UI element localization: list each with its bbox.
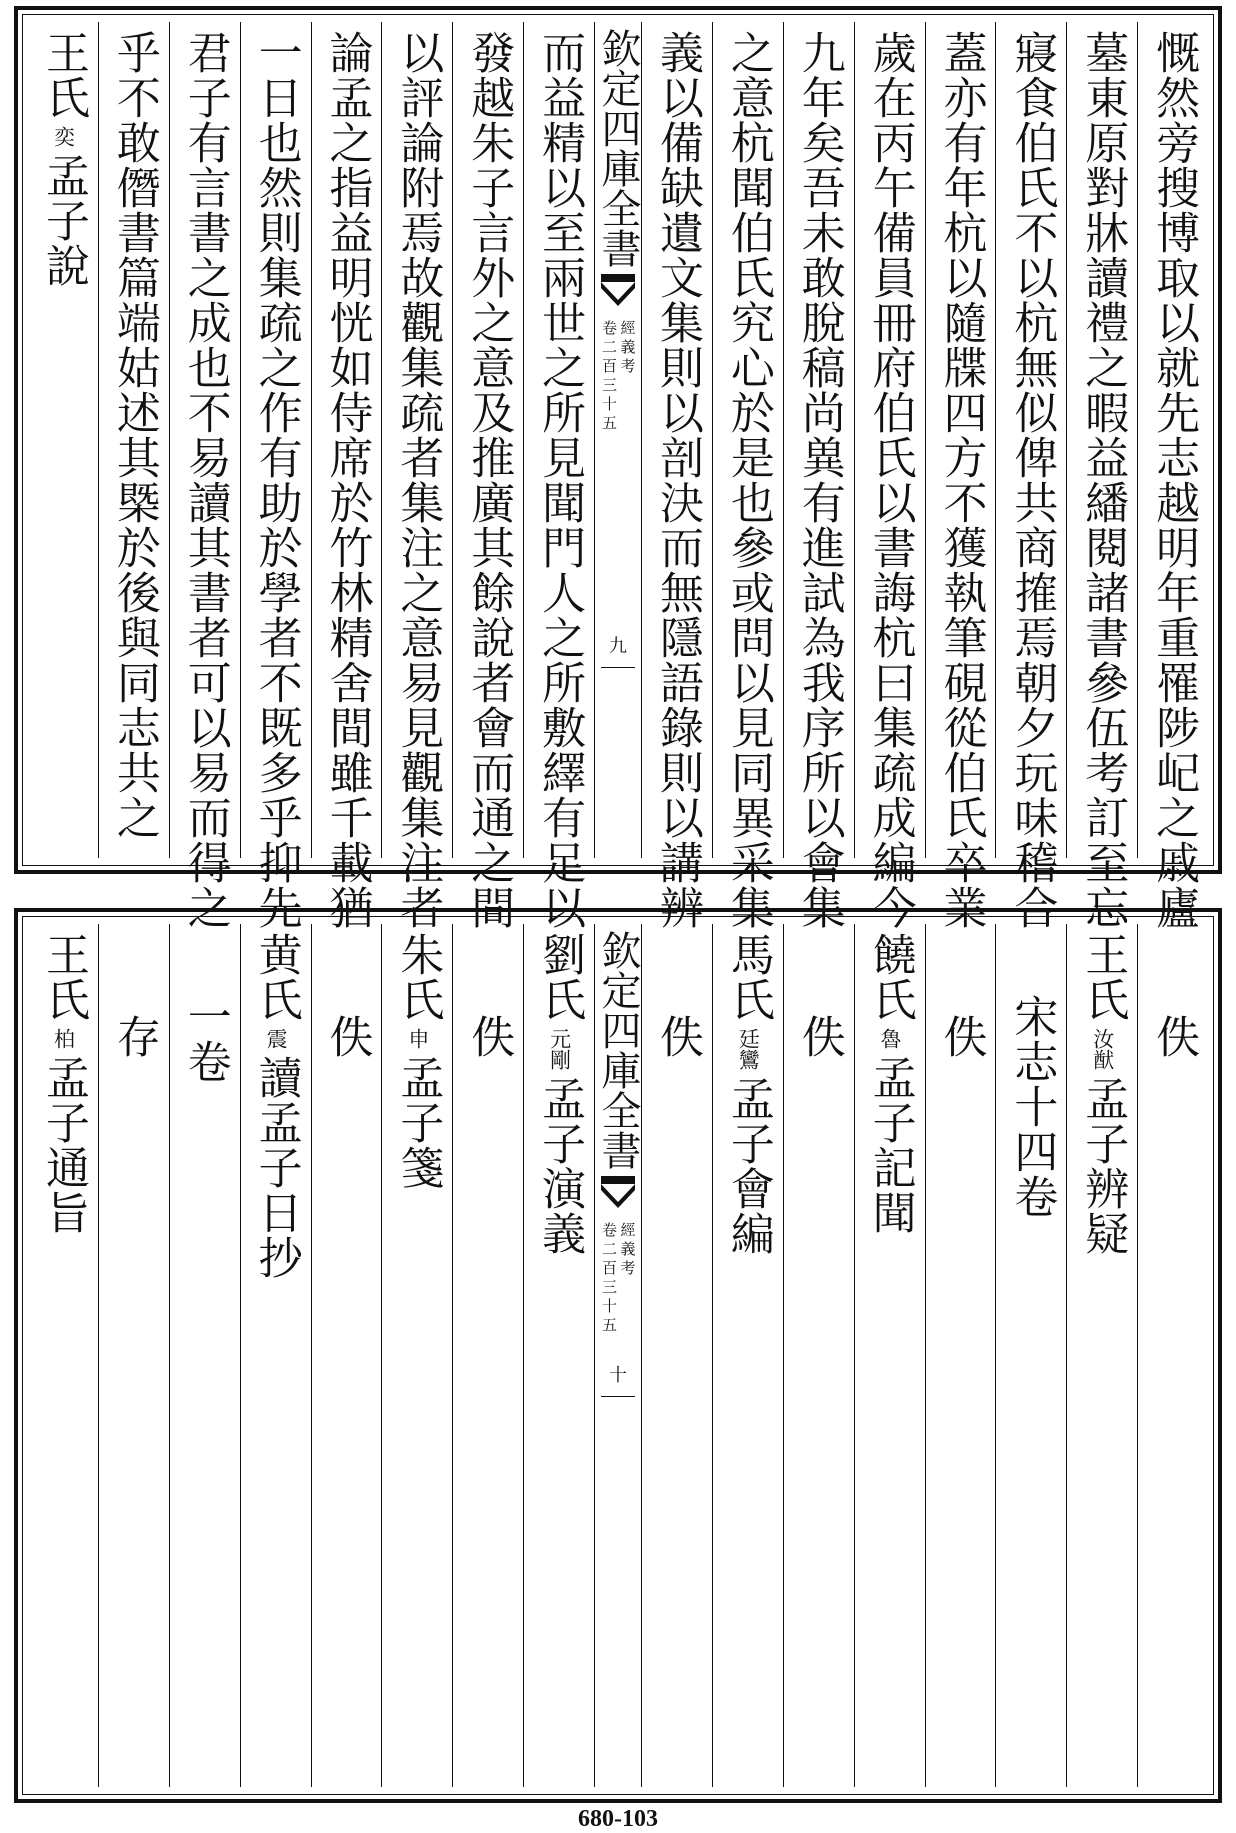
text-column: 王氏 汝猷 孟子辨疑 [1066,924,1137,1787]
text-column: 佚 [1137,924,1208,1787]
top-page [14,6,1222,930]
text-column: 佚 [452,924,523,1787]
text-column: 馬氏 廷鸞 孟子會編 [712,924,783,1787]
text-column: 發越朱子言外之意及推廣其餘說者會而通之間 [452,22,523,858]
author-name-note: 柏 [51,1028,76,1049]
text-column: 歲在丙午備員冊府伯氏以書誨杭曰集疏成編今 [854,22,925,858]
text-column: 而益精以至兩世之所見聞門人之所敷繹有足以 [523,22,594,858]
text-column: 一卷 [169,924,240,1787]
center-fold-banxin [594,924,641,1787]
text-column: 黄氏 震 讀孟子日抄 [240,924,311,1787]
text-column: 佚 [925,924,996,1787]
text-column: 存 [98,924,169,1787]
text-column: 劉氏 元剛 孟子演義 [523,924,594,1787]
text-column: 王氏 柏 孟子通旨 [37,932,89,1235]
text-column: 佚 [311,924,382,1787]
banxin-divider [601,1396,635,1398]
author-name-note: 奕 [51,126,76,147]
text-column: 朱氏 申 孟子箋 [381,924,452,1787]
author-name-note: 元剛 [547,1028,572,1070]
banxin-juan: 卷二百三十五 [600,320,618,434]
banxin-title: 欽定四庫全書 [595,28,641,268]
text-column: 饒氏 魯 孟子記聞 [854,924,925,1787]
banxin-leaf-number: 九 [609,636,627,657]
author-name-note: 汝猷 [1090,1028,1115,1070]
banxin-info [601,320,636,434]
text-column: 蓋亦有年杭以隨牒四方不獲執筆硯從伯氏卒業 [925,22,996,858]
banxin-info [601,1222,636,1336]
text-column: 論孟之指益明恍如侍席於竹林精舍間雖千載猶 [311,22,382,858]
text-column: 義以備缺遺文集則以剖決而無隱語錄則以講辨 [641,22,712,858]
text-column: 乎不敢僭書篇端姑述其槩於後與同志共之 [98,22,169,858]
text-column: 墓東原對牀讀禮之暇益繙閱諸書參伍考訂至忘 [1066,22,1137,858]
text-column: 君子有言書之成也不易讀其書者可以易而得之 [169,22,240,858]
text-column: 九年矣吾未敢脫稿尚兾有進試為我序所以會集 [783,22,854,858]
text-column: 一日也然則集疏之作有助於學者不既多乎抑先 [240,22,311,858]
banxin-leaf-number: 十 [609,1365,627,1386]
text-column: 佚 [783,924,854,1787]
center-fold-banxin [594,22,641,858]
banxin-divider [601,667,635,669]
fish-tail-mark-icon [601,274,635,308]
text-column: 宋志十四卷 [995,924,1066,1787]
text-column: 寢食伯氏不以杭無似俾共商搉焉朝夕玩味稽合 [995,22,1066,858]
bottom-page-columns [28,924,1208,1787]
banxin-book: 經義考 [618,320,637,377]
banxin-book: 經義考 [618,1222,637,1279]
author-name-note: 廷鸞 [736,1028,761,1070]
text-column: 之意杭聞伯氏究心於是也參或問以見同異采集 [712,22,783,858]
page-number: 680-103 [578,1806,658,1832]
bottom-page [14,908,1222,1803]
text-column: 以評論附焉故觀集疏者集注之意易見觀集注者 [381,22,452,858]
banxin-juan: 卷二百三十五 [600,1222,618,1336]
fish-tail-mark-icon [601,1176,635,1210]
author-name-note: 震 [264,1028,289,1049]
author-name-note: 申 [405,1028,430,1049]
banxin-title: 欽定四庫全書 [595,930,641,1170]
text-column: 佚 [641,924,712,1787]
top-page-columns [28,22,1208,930]
text-column: 慨然旁搜博取以就先志越明年重罹陟屺之戚廬 [1137,22,1208,858]
text-column: 王氏 奕 孟子說 [37,30,89,288]
author-name-note: 魯 [878,1028,903,1049]
